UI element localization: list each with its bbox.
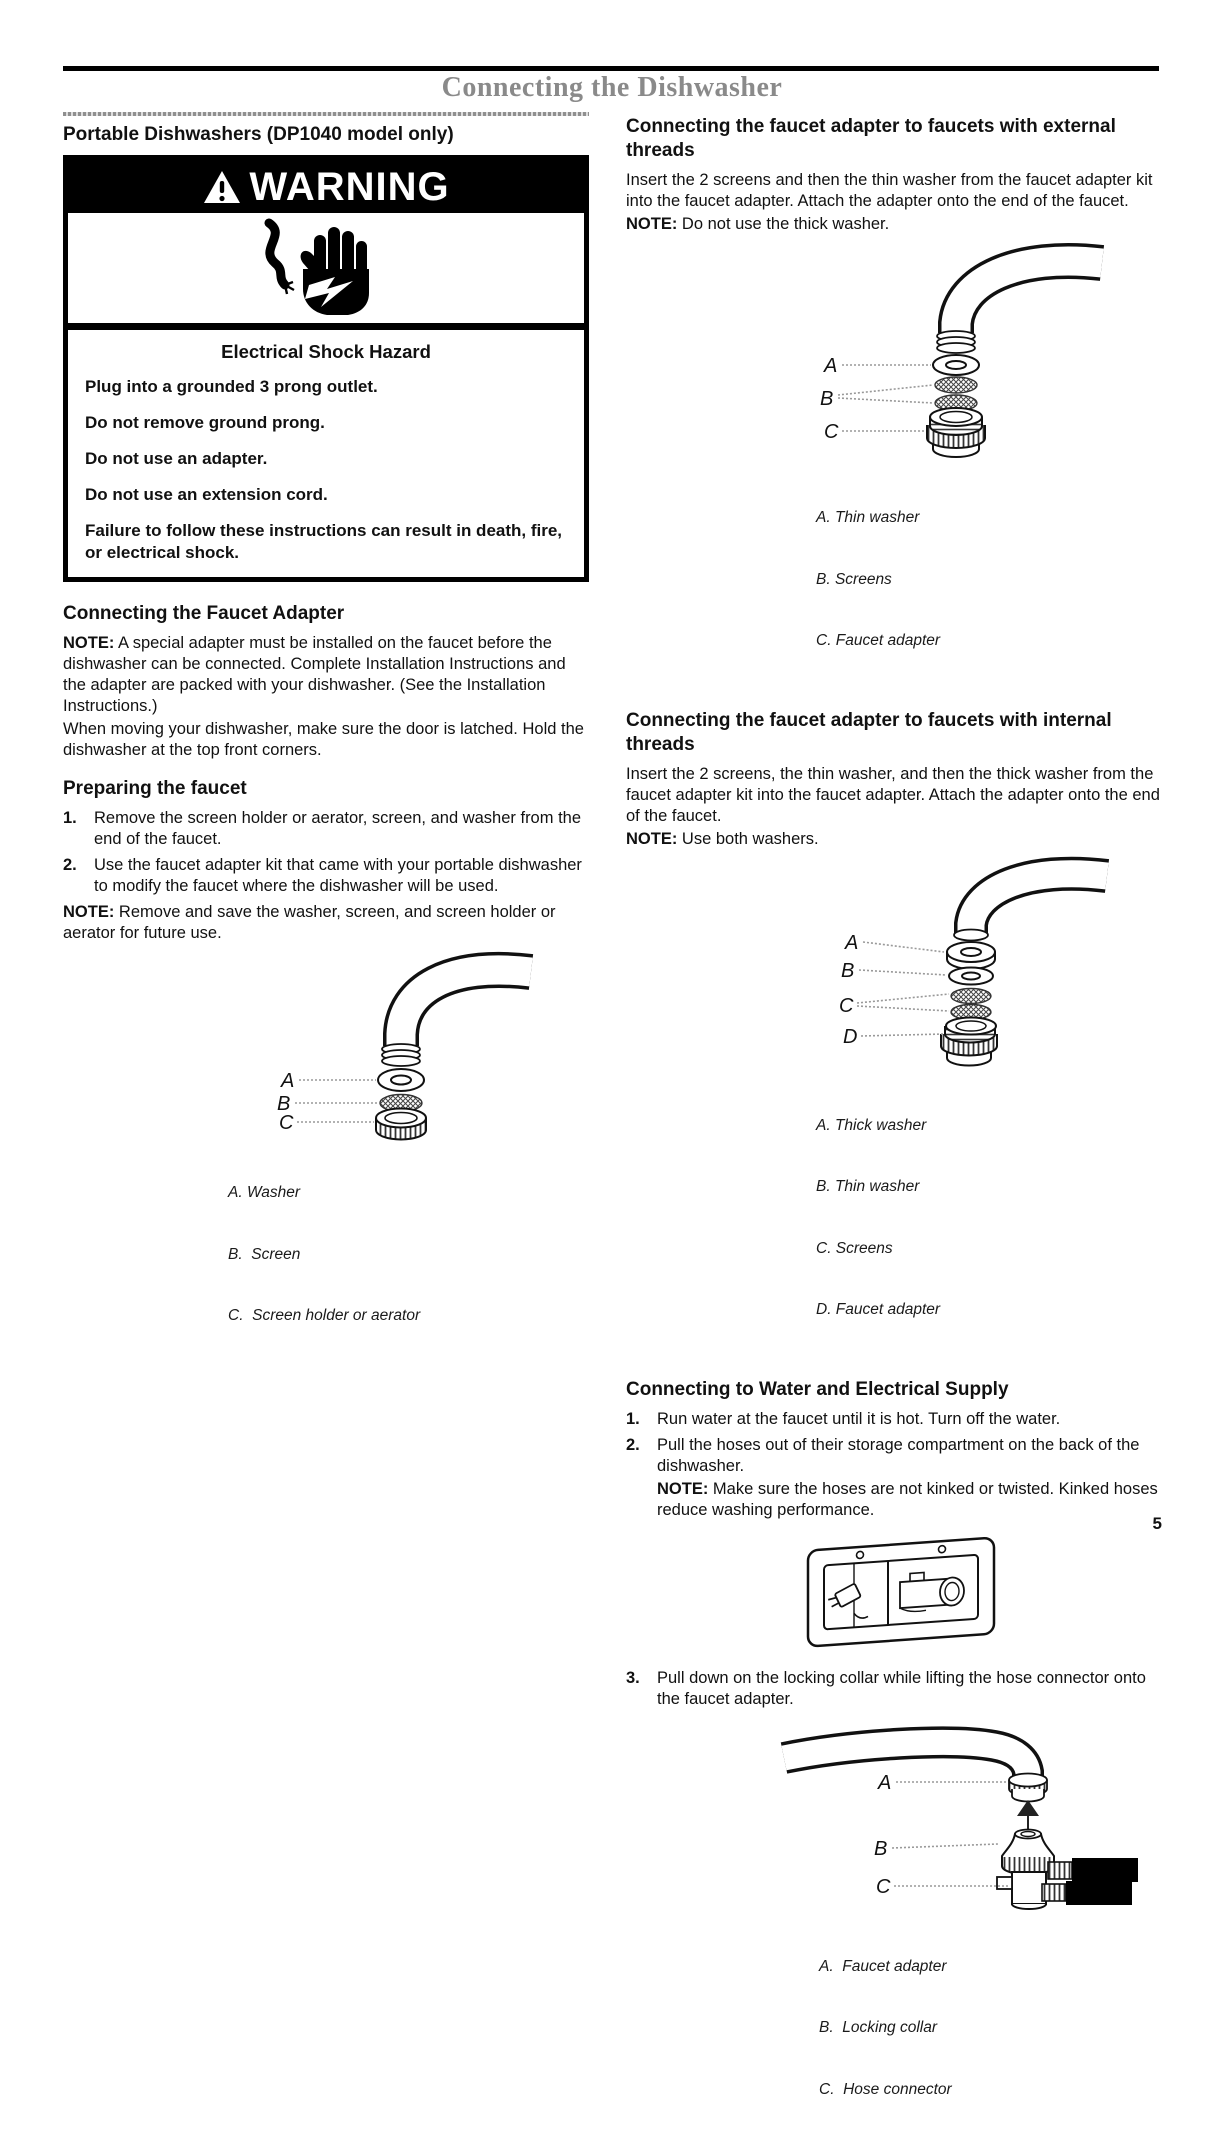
- electric-shock-hand-icon: [251, 219, 401, 317]
- note-text: Use both washers.: [677, 829, 819, 848]
- diagram-label-b: B: [841, 959, 855, 982]
- figure-faucet-parts: [63, 956, 589, 1368]
- note-paragraph: [626, 829, 1162, 850]
- numbered-item: [626, 1435, 1162, 1663]
- numbered-item: [626, 1668, 1162, 2142]
- figure-external-threads: [626, 247, 1162, 693]
- warning-header: [68, 160, 584, 213]
- numbered-item: [63, 855, 589, 897]
- figure-caption: [228, 1142, 589, 1368]
- note-label: NOTE:: [63, 634, 115, 652]
- item-text: Run water at the faucet until it is hot. Turn off the water.: [657, 1409, 1061, 1428]
- internal-threads-heading: Connecting the faucet adapter to faucets with internal threads: [626, 709, 1112, 755]
- section-rule: [63, 112, 589, 116]
- body-paragraph: Insert the 2 screens and then the thin washer from the faucet adapter kit into the faucet adapter. Attach the adapter onto the end of the faucet.: [626, 171, 1153, 210]
- diagram-label-a: A: [824, 355, 838, 377]
- hose-storage-compartment-figure: [802, 1533, 1002, 1659]
- caption-line: C. Faucet adapter: [816, 632, 941, 649]
- item-number: 1.: [626, 1409, 640, 1428]
- note-label: NOTE:: [626, 215, 678, 233]
- faucet-parts-diagram: [233, 956, 533, 1134]
- page-title: Connecting the Dishwasher: [441, 72, 783, 103]
- item-text: Remove the screen holder or aerator, screen, and washer from the end of the faucet.: [94, 809, 581, 848]
- item-text: [657, 1435, 1162, 1663]
- figure-hose-connection: [657, 1722, 1162, 2142]
- diagram-label-a: A: [845, 931, 859, 954]
- caption-line: B. Thin washer: [816, 1178, 920, 1195]
- item-text: Use the faucet adapter kit that came with your portable dishwasher to modify the faucet where the dishwasher will be used.: [94, 856, 582, 895]
- note-label: NOTE:: [63, 903, 115, 921]
- hose-connection-diagram: [782, 1722, 1142, 1908]
- caption-line: D. Faucet adapter: [816, 1301, 941, 1318]
- item-number: 1.: [63, 809, 77, 827]
- note-text: Remove and save the washer, screen, and screen holder or aerator for future use.: [63, 903, 556, 942]
- external-threads-heading: Connecting the faucet adapter to faucets with external threads: [626, 116, 1116, 161]
- warning-line: Failure to follow these instructions can result in death, fire, or electrical shock.: [85, 521, 563, 562]
- diagram-label-b: B: [277, 1093, 291, 1115]
- warning-header-label: WARNING: [249, 164, 450, 209]
- caption-line: B. Locking collar: [819, 2019, 938, 2036]
- item-text-line: Pull the hoses out of their storage compartment on the back of the dishwasher.: [657, 1435, 1140, 1475]
- caption-line: A. Thick washer: [816, 1116, 927, 1134]
- body-paragraph: When moving your dishwasher, make sure the door is latched. Hold the dishwasher at the top front corners.: [63, 720, 584, 759]
- warning-line: Plug into a grounded 3 prong outlet.: [85, 377, 378, 396]
- faucet-adapter-heading: Connecting the Faucet Adapter: [63, 603, 345, 624]
- hazard-title: Electrical Shock Hazard: [221, 341, 431, 362]
- diagram-label-c: C: [279, 1112, 294, 1134]
- note-text: Do not use the thick washer.: [677, 215, 890, 233]
- diagram-label-a: A: [878, 1771, 892, 1794]
- caption-line: A. Faucet adapter: [819, 1957, 947, 1975]
- item-text-line: Pull down on the locking collar while lifting the hose connector onto the faucet adapter.: [657, 1668, 1146, 1708]
- warning-line: Do not use an extension cord.: [85, 485, 328, 504]
- external-threads-diagram: [776, 247, 1106, 459]
- note-paragraph: [657, 1479, 1162, 1521]
- preparing-heading: Preparing the faucet: [63, 778, 247, 799]
- figure-caption: [816, 467, 1162, 693]
- note-paragraph: [63, 633, 589, 717]
- warning-box: [63, 155, 589, 582]
- diagram-label-c: C: [839, 994, 854, 1017]
- top-rule: [63, 66, 1159, 71]
- section-heading: Portable Dishwashers (DP1040 model only): [63, 124, 454, 145]
- warning-line: Do not remove ground prong.: [85, 413, 325, 432]
- figure-internal-threads: [626, 862, 1162, 1362]
- note-label: NOTE:: [657, 1479, 709, 1498]
- figure-caption: [819, 1916, 1162, 2142]
- right-column: [626, 112, 1162, 2146]
- item-number: 2.: [63, 856, 77, 874]
- caption-line: A. Thin washer: [816, 509, 920, 526]
- figure-caption: [816, 1075, 1162, 1362]
- warning-body: [68, 330, 584, 577]
- diagram-label-c: C: [876, 1875, 891, 1898]
- warning-icon-area: [68, 213, 584, 330]
- caption-line: C. Hose connector: [819, 2080, 952, 2098]
- note-paragraph: [63, 902, 589, 944]
- water-supply-heading: Connecting to Water and Electrical Supply: [626, 1378, 1009, 1400]
- note-text: Make sure the hoses are not kinked or twisted. Kinked hoses reduce washing performance.: [657, 1479, 1158, 1519]
- caption-line: C. Screens: [816, 1239, 893, 1257]
- internal-threads-diagram: [781, 862, 1111, 1067]
- item-number: 2.: [626, 1435, 640, 1454]
- note-label: NOTE:: [626, 829, 678, 848]
- body-paragraph: Insert the 2 screens, the thin washer, and then the thick washer from the faucet adapter kit into the faucet adapter. Attach the adapter onto the end of the faucet.: [626, 764, 1160, 825]
- diagram-label-b: B: [820, 388, 834, 410]
- item-text: [657, 1668, 1162, 2142]
- caption-line: A. Washer: [228, 1184, 301, 1201]
- diagram-label-b: B: [874, 1837, 888, 1860]
- left-column: [63, 112, 589, 1368]
- caption-line: C. Screen holder or aerator: [228, 1307, 421, 1324]
- diagram-label-d: D: [843, 1025, 858, 1048]
- item-number: 3.: [626, 1668, 640, 1687]
- numbered-item: [63, 808, 589, 850]
- numbered-item: [626, 1409, 1162, 1430]
- warning-line: Do not use an adapter.: [85, 449, 268, 468]
- note-text: A special adapter must be installed on the faucet before the dishwasher can be connected. Complete Installation Instructions and the adapter are packed with your dishwasher. (See the Installation Instructions.): [63, 634, 566, 715]
- caption-line: B. Screens: [816, 570, 892, 588]
- page-number: 5: [1152, 1514, 1162, 1533]
- diagram-label-c: C: [824, 421, 839, 443]
- caption-line: B. Screen: [228, 1245, 301, 1263]
- note-paragraph: [626, 214, 1162, 235]
- diagram-label-a: A: [281, 1070, 295, 1092]
- warning-triangle-icon: [202, 169, 242, 205]
